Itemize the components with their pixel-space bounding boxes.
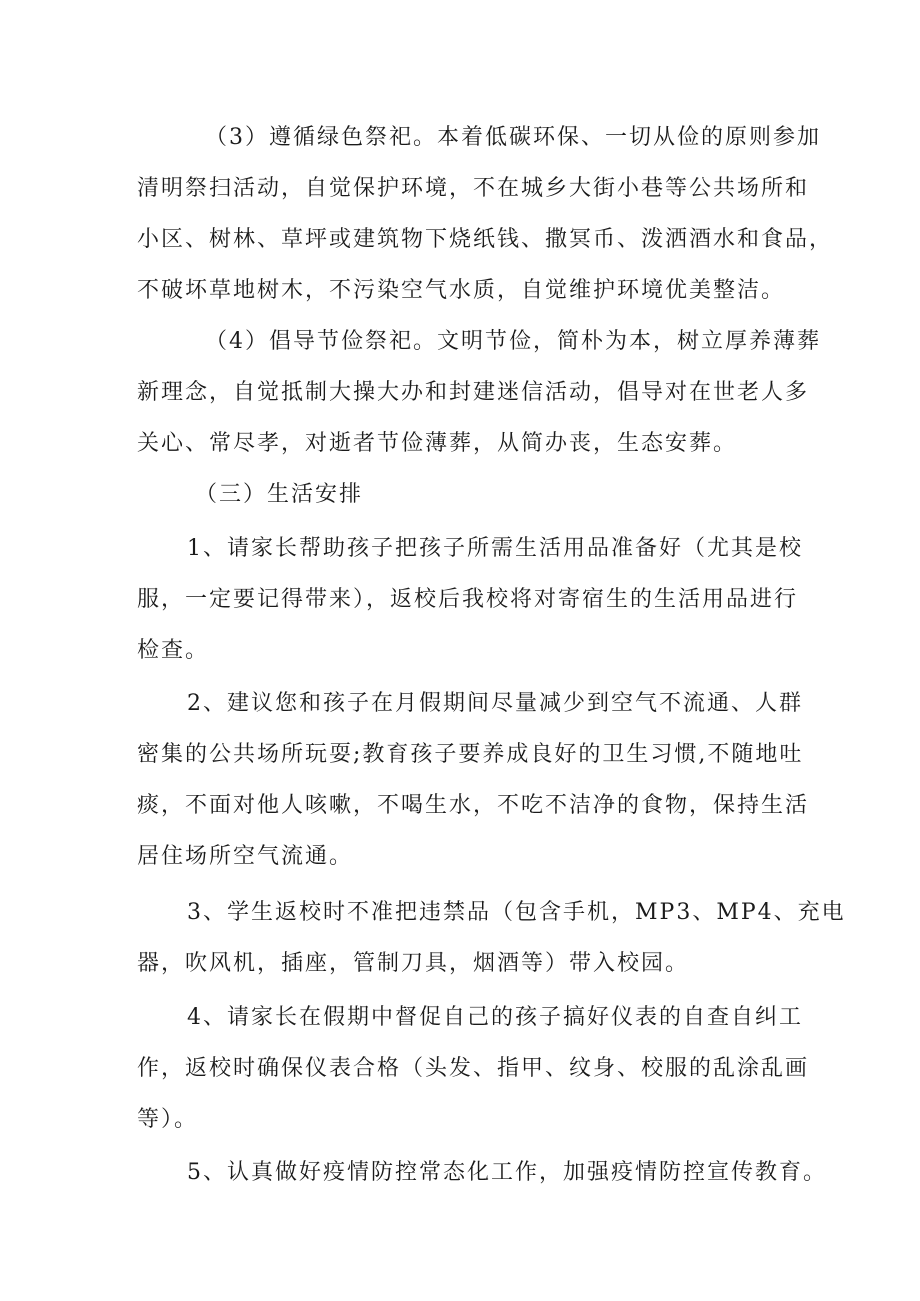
- text-line: 不破坏草地树木，不污染空气水质，自觉维护环境优美整洁。: [137, 278, 786, 303]
- text-line: 5、认真做好疫情防控常态化工作，加强疫情防控宣传教育。: [187, 1160, 827, 1185]
- text-line: 2、建议您和孩子在月假期间尽量减少到空气不流通、人群: [187, 691, 803, 716]
- text-line: 清明祭扫活动，自觉保护环境，不在城乡大街小巷等公共场所和: [137, 176, 810, 201]
- text-line: 4、请家长在假期中督促自己的孩子搞好仪表的自查自纠工: [187, 1005, 803, 1030]
- text-line: 新理念，自觉抵制大操大办和封建迷信活动，倡导对在世老人多: [137, 380, 810, 405]
- section-heading: （三）生活安排: [195, 482, 364, 507]
- text-line: 密集的公共场所玩耍;教育孩子要养成良好的卫生习惯,不随地吐: [137, 742, 804, 767]
- text-line: （3）遵循绿色祭祀。本着低碳环保、一切从俭的原则参加: [205, 125, 821, 150]
- text-line: 器，吹风机，插座，管制刀具，烟酒等）带入校园。: [137, 951, 690, 976]
- text-line: （4）倡导节俭祭祀。文明节俭，简朴为本，树立厚养薄葬: [205, 329, 821, 354]
- text-line: 服，一定要记得带来），返校后我校将对寄宿生的生活用品进行: [137, 587, 799, 612]
- text-line: 关心、常尽孝，对逝者节俭薄葬，从简办丧，生态安葬。: [137, 431, 738, 456]
- text-line: 作，返校时确保仪表合格（头发、指甲、纹身、校服的乱涂乱画: [137, 1056, 810, 1081]
- text-line: 1、请家长帮助孩子把孩子所需生活用品准备好（尤其是校: [187, 536, 803, 561]
- text-line: 检查。: [137, 638, 210, 663]
- text-line: 等）。: [137, 1107, 199, 1132]
- text-line: 小区、树林、草坪或建筑物下烧纸钱、撒冥币、泼洒酒水和食品，: [137, 227, 834, 252]
- text-line: 痰，不面对他人咳嗽，不喝生水，不吃不洁净的食物，保持生活: [137, 793, 810, 818]
- text-line: 3、学生返校时不准把违禁品（包含手机，MP3、MP4、充电: [187, 900, 846, 925]
- text-line: 居住场所空气流通。: [137, 844, 354, 869]
